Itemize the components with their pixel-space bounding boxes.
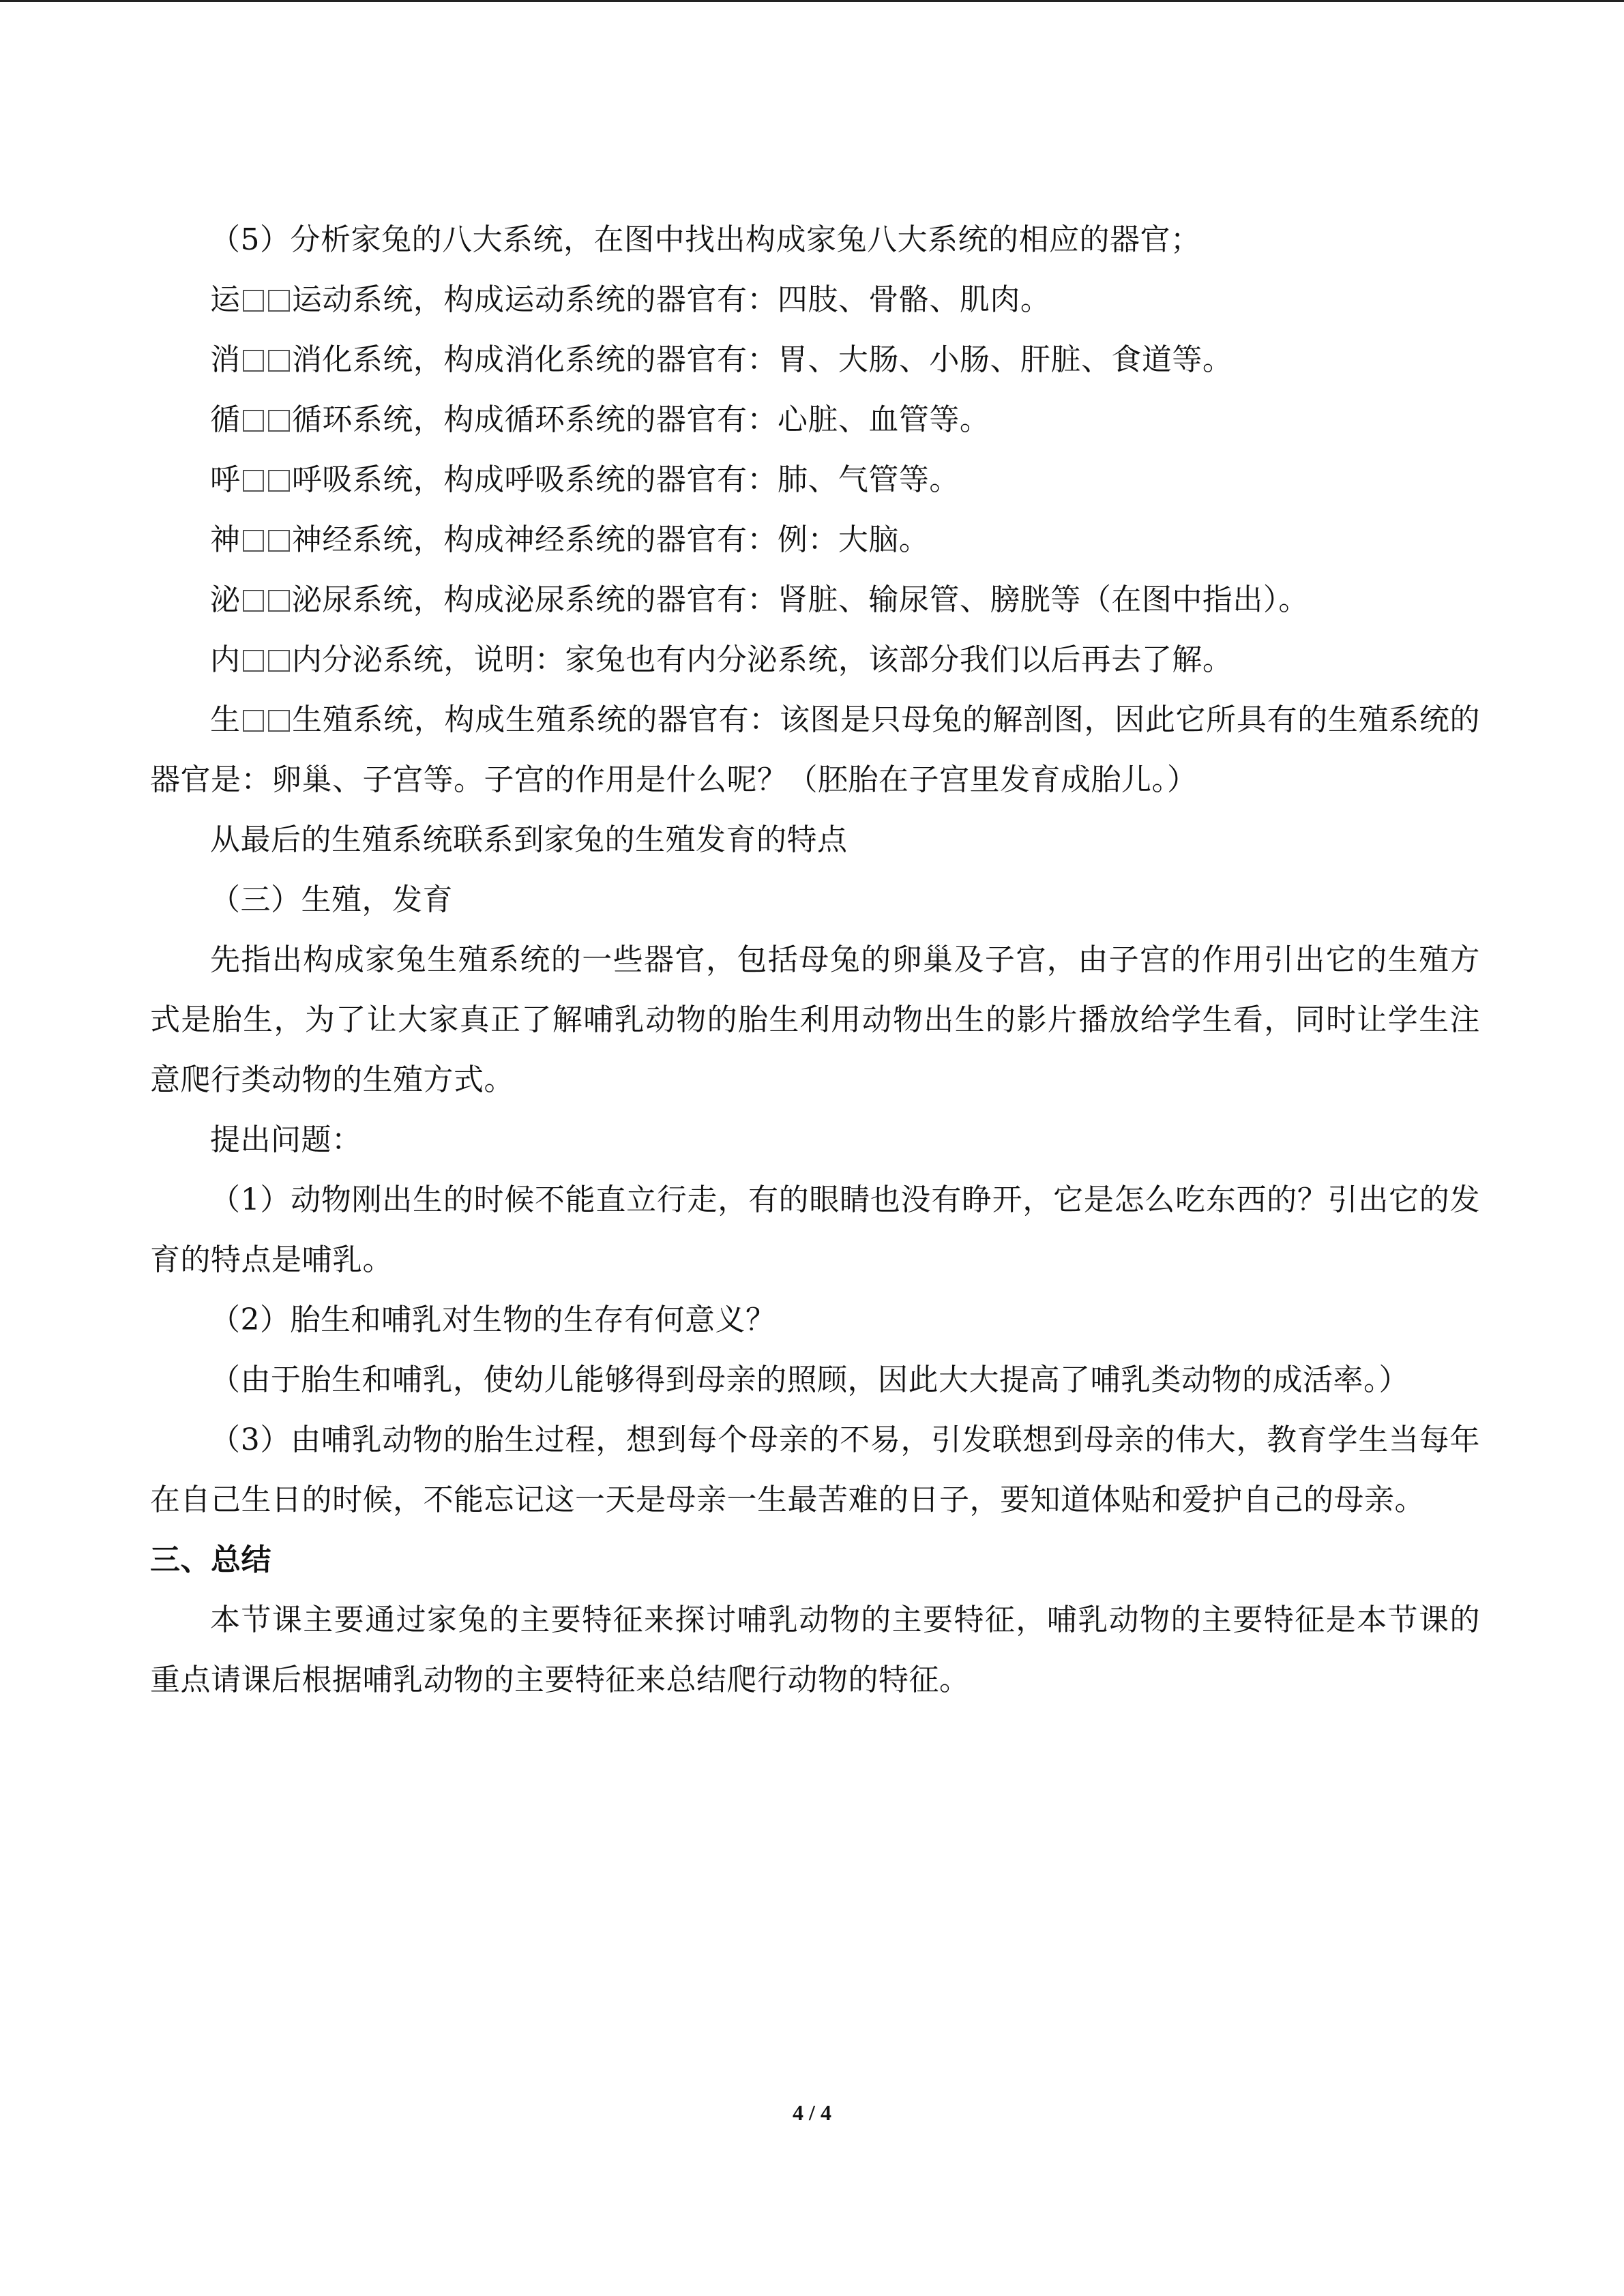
answer-2: （由于胎生和哺乳，使幼儿能够得到母亲的照顾，因此大大提高了哺乳类动物的成活率。） <box>210 1362 1409 1397</box>
question-3: （3）由哺乳动物的胎生过程，想到每个母亲的不易，引发联想到母亲的伟大，教育学生当每年在自己生日的时候，不能忘记这一天是母亲一生最苦难的日子，要知道体贴和爱护自己的母亲。 <box>150 1422 1480 1517</box>
placeholder-box-icon <box>243 350 265 372</box>
placeholder-box-icon <box>268 710 290 732</box>
system-description: 呼吸系统，构成呼吸系统的器官有：肺、气管等。 <box>291 462 960 497</box>
system-line-nervous <box>150 510 1480 570</box>
question-2: （2）胎生和哺乳对生物的生存有何意义？ <box>210 1302 776 1337</box>
system-description: 神经系统，构成神经系统的器官有：例：大脑。 <box>291 522 930 557</box>
placeholder-box-icon <box>243 710 265 732</box>
placeholder-box-icon <box>268 590 290 612</box>
placeholder-box-icon <box>268 410 290 432</box>
paragraph-analysis-intro: （5）分析家兔的八大系统，在图中找出构成家兔八大系统的相应的器官； <box>210 222 1201 257</box>
system-description: 内分泌系统，说明：家兔也有内分泌系统，该部分我们以后再去了解。 <box>291 642 1233 677</box>
placeholder-box-icon <box>268 470 290 492</box>
system-description: 泌尿系统，构成泌尿系统的器官有：肾脏、输尿管、膀胱等（在图中指出）。 <box>291 582 1309 617</box>
paragraph-transition: 从最后的生殖系统联系到家兔的生殖发育的特点 <box>210 822 848 857</box>
paragraph-questions-intro: 提出问题： <box>210 1122 362 1157</box>
system-prefix: 运 <box>210 282 241 317</box>
system-line-respiratory <box>150 450 1480 510</box>
system-prefix: 消 <box>210 342 241 377</box>
system-description: 循环系统，构成循环系统的器官有：心脏、血管等。 <box>291 402 990 437</box>
system-description: 运动系统，构成运动系统的器官有：四肢、骨骼、肌肉。 <box>291 282 1051 317</box>
system-line-motor <box>150 270 1480 330</box>
placeholder-box-icon <box>243 290 265 312</box>
placeholder-box-icon <box>268 350 290 372</box>
document-body <box>150 210 1480 1710</box>
system-line-endocrine <box>150 630 1480 690</box>
placeholder-box-icon <box>243 530 265 552</box>
system-prefix: 内 <box>210 642 241 677</box>
paragraph-reproduction: 先指出构成家兔生殖系统的一些器官，包括母兔的卵巢及子宫，由子宫的作用引出它的生殖方式是胎生，为了让大家真正了解哺乳动物的胎生利用动物出生的影片播放给学生看，同时让学生注意爬行类动物的生殖方式。 <box>150 942 1480 1097</box>
page-top-border <box>0 0 1624 2</box>
summary-paragraph: 本节课主要通过家兔的主要特征来探讨哺乳动物的主要特征，哺乳动物的主要特征是本节课的重点请课后根据哺乳动物的主要特征来总结爬行动物的特征。 <box>150 1602 1480 1697</box>
system-line-reproductive <box>150 690 1480 810</box>
system-prefix: 神 <box>210 522 241 557</box>
system-line-urinary <box>150 570 1480 630</box>
system-prefix: 呼 <box>210 462 241 497</box>
placeholder-box-icon <box>243 470 265 492</box>
system-prefix: 生 <box>210 702 241 737</box>
section-heading-summary: 三、总结 <box>150 1542 271 1577</box>
page-number: 4 / 4 <box>793 2100 831 2125</box>
placeholder-box-icon <box>268 290 290 312</box>
system-description: 生殖系统，构成生殖系统的器官有：该图是只母兔的解剖图，因此它所具有的生殖系统的器官是：卵巢、子宫等。子宫的作用是什么呢？（胚胎在子宫里发育成胎儿。） <box>150 702 1481 797</box>
placeholder-box-icon <box>268 530 290 552</box>
subsection-title: （三）生殖，发育 <box>210 882 453 917</box>
placeholder-box-icon <box>243 590 265 612</box>
question-1: （1）动物刚出生的时候不能直立行走，有的眼睛也没有睁开，它是怎么吃东西的？引出它的发育的特点是哺乳。 <box>150 1182 1480 1277</box>
placeholder-box-icon <box>243 410 265 432</box>
system-prefix: 泌 <box>210 582 241 617</box>
system-line-circulatory <box>150 390 1480 450</box>
system-line-digestive <box>150 330 1480 390</box>
system-prefix: 循 <box>210 402 241 437</box>
placeholder-box-icon <box>268 650 290 672</box>
placeholder-box-icon <box>243 650 265 672</box>
system-description: 消化系统，构成消化系统的器官有：胃、大肠、小肠、肝脏、食道等。 <box>291 342 1233 377</box>
